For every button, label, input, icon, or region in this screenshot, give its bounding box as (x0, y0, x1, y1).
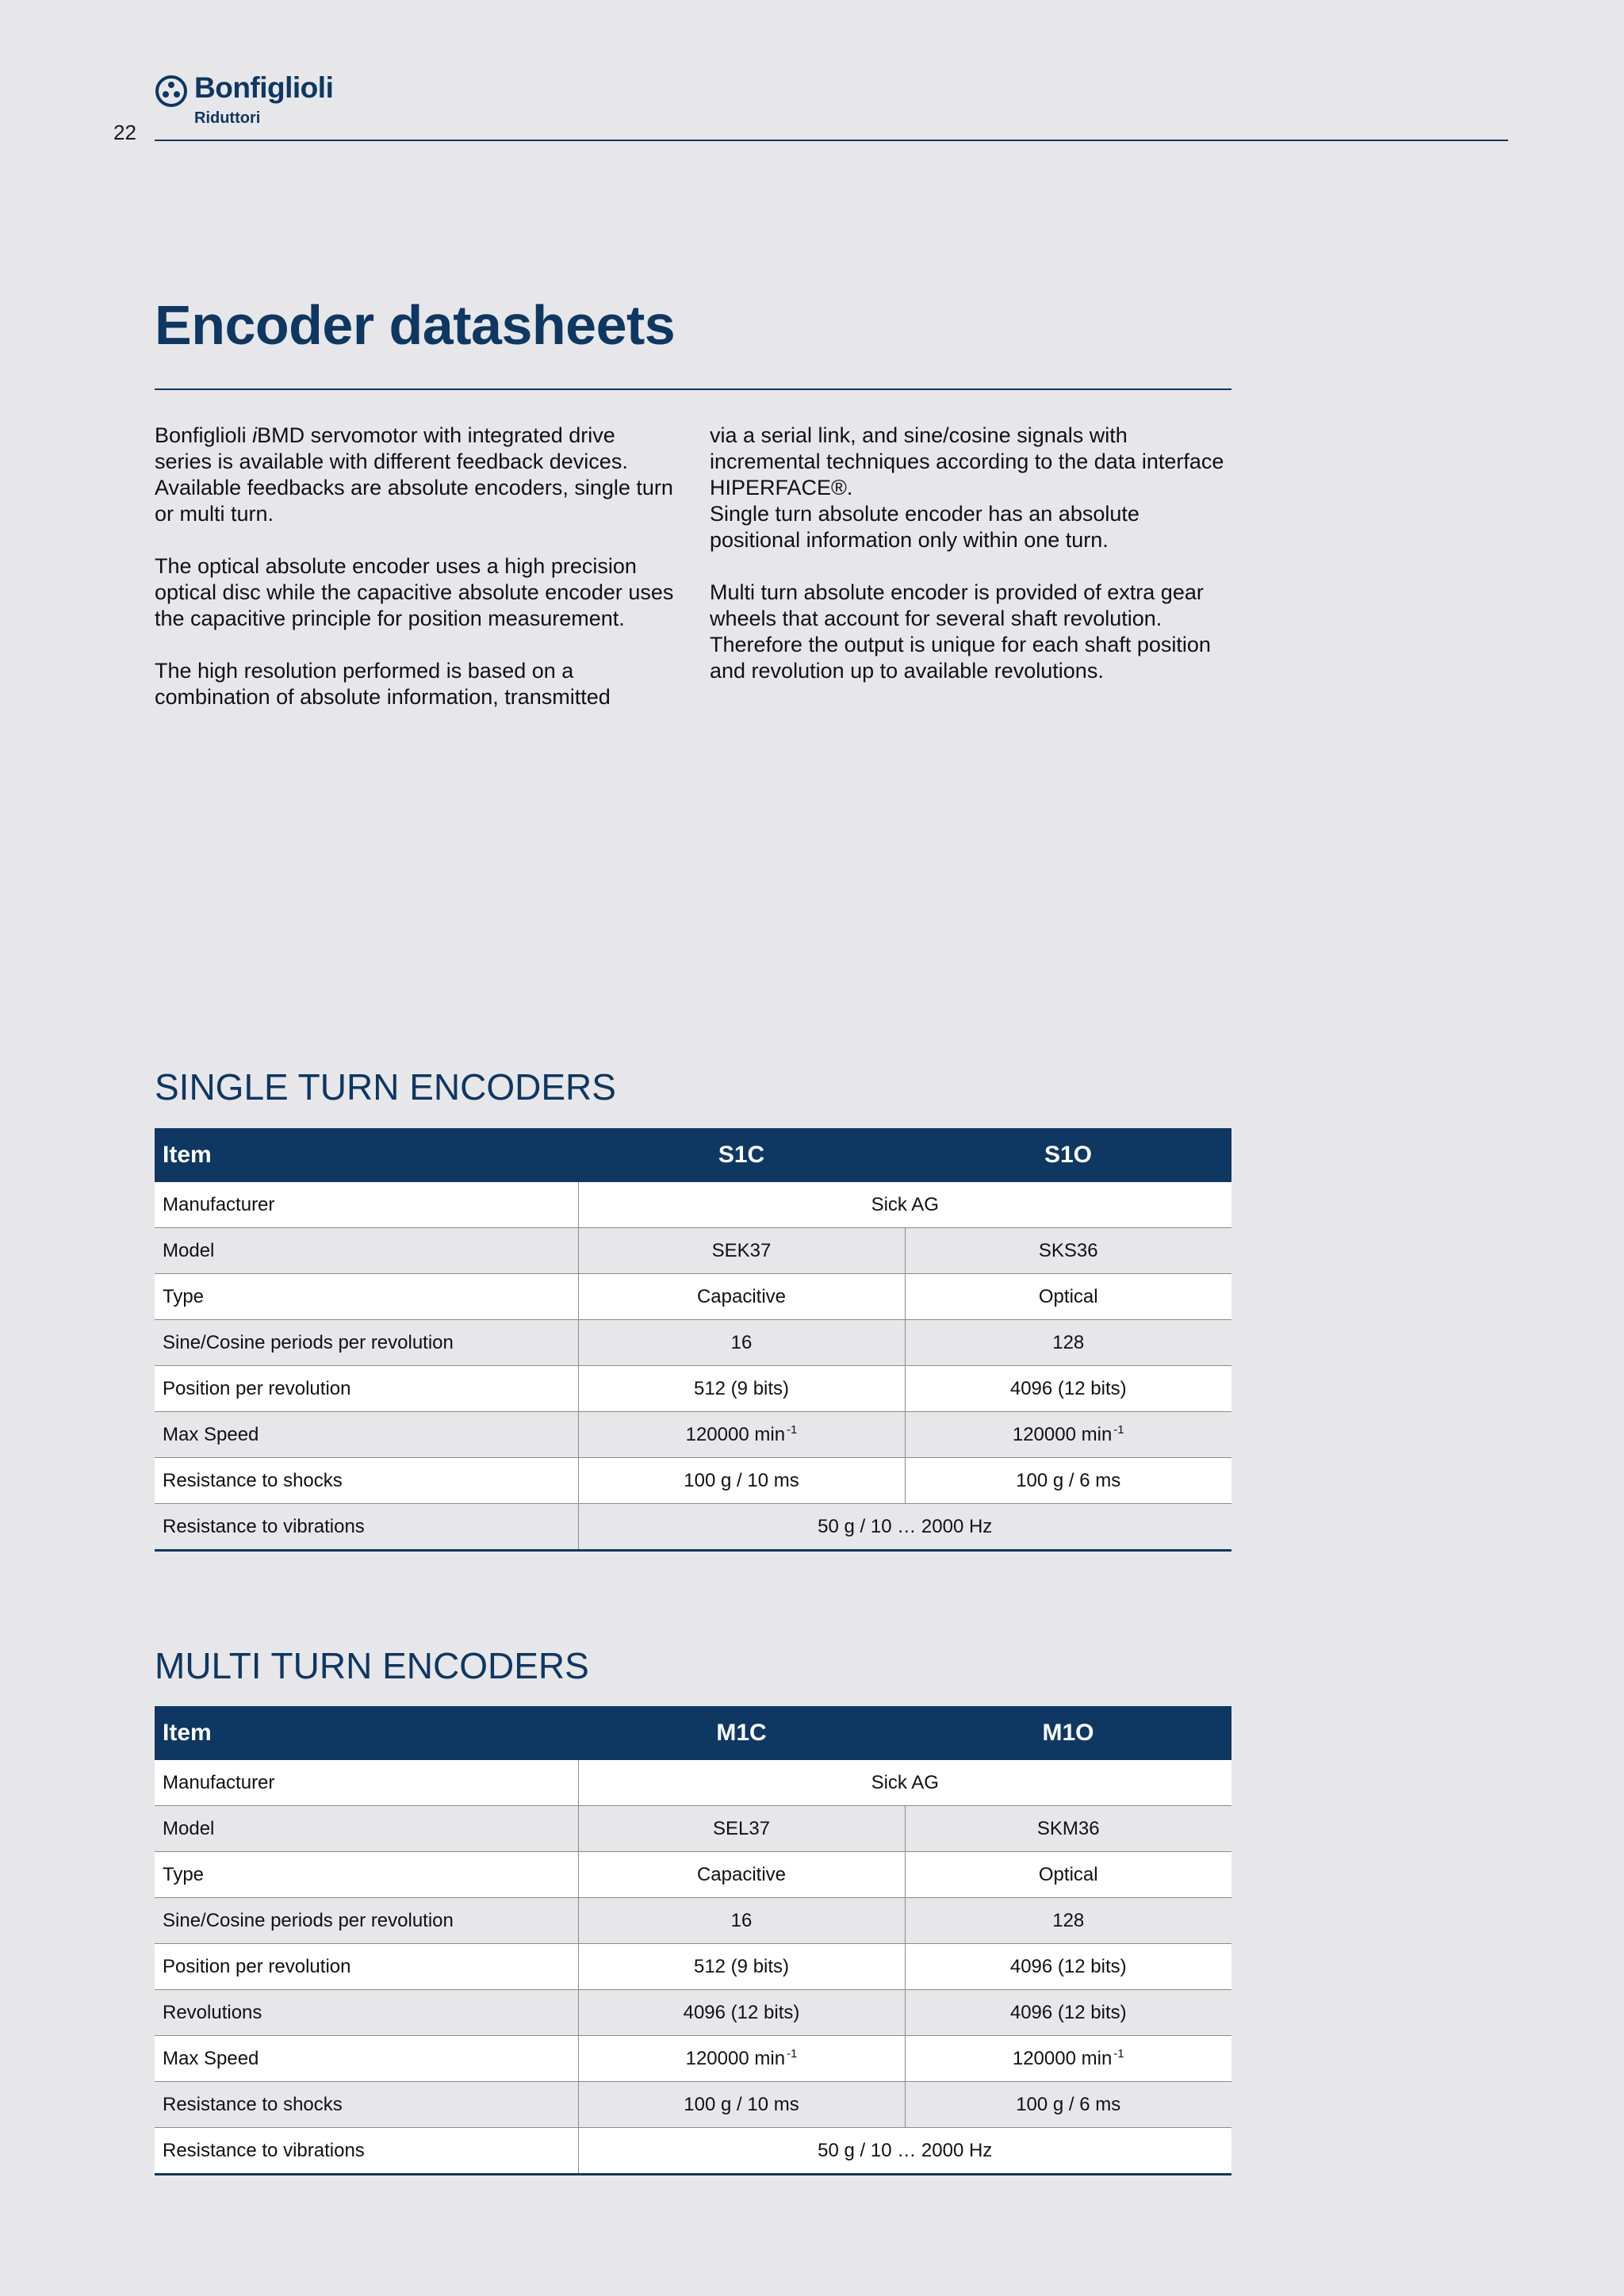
brand-name: Bonfiglioli (194, 71, 334, 104)
value-cell (578, 1806, 905, 1852)
value-cell (578, 1320, 905, 1366)
header-divider (155, 140, 1508, 141)
value-cell (578, 1412, 905, 1458)
value-text: 120000 min (1012, 1424, 1113, 1445)
row-label: Sine/Cosine periods per revolution (155, 1320, 578, 1366)
value-text: 100 g / 10 ms (684, 2093, 799, 2115)
value-text: 16 (730, 1331, 753, 1353)
row-label: Sine/Cosine periods per revolution (155, 1898, 578, 1944)
value-cell (905, 1990, 1231, 2036)
shared-value-cell: 50 g / 10 … 2000 Hz (578, 2128, 1231, 2175)
row-label: Manufacturer (155, 1760, 578, 1806)
row-label: Model (155, 1806, 578, 1852)
table-row (155, 1990, 1231, 2036)
shared-value-cell: 50 g / 10 … 2000 Hz (578, 1504, 1231, 1551)
intro-right-column (710, 423, 1233, 710)
table-row (155, 2082, 1231, 2128)
table-row (155, 1852, 1231, 1898)
table-row (155, 1504, 1231, 1551)
value-text: SEL37 (712, 1817, 771, 1839)
column-header-model: S1O (905, 1128, 1231, 1182)
row-label: Resistance to vibrations (155, 1504, 578, 1551)
table-row (155, 2036, 1231, 2082)
column-header-item: Item (155, 1128, 578, 1182)
row-label: Revolutions (155, 1990, 578, 2036)
multi-turn-table (155, 1706, 1231, 2175)
table-row (155, 1944, 1231, 1990)
value-text: SKM36 (1036, 1817, 1100, 1839)
shared-value-cell: Sick AG (578, 1182, 1231, 1228)
value-text: 4096 (12 bits) (683, 2001, 800, 2023)
single-turn-table (155, 1128, 1231, 1552)
value-text: Optical (1038, 1285, 1098, 1307)
value-cell (578, 1274, 905, 1320)
value-cell (905, 1228, 1231, 1274)
multi-turn-title: MULTI TURN ENCODERS (155, 1645, 589, 1686)
value-text: 4096 (12 bits) (1009, 1377, 1127, 1399)
value-text: Capacitive (696, 1863, 787, 1885)
value-text: 100 g / 10 ms (684, 1469, 799, 1491)
value-text: 120000 min (1012, 2048, 1113, 2069)
value-cell (905, 1806, 1231, 1852)
table-row (155, 2128, 1231, 2175)
value-cell (578, 1898, 905, 1944)
table-row (155, 1806, 1231, 1852)
unit-exponent: -1 (787, 1423, 798, 1437)
column-header-model: S1C (578, 1128, 905, 1182)
page-title: Encoder datasheets (155, 294, 676, 356)
value-cell (578, 1944, 905, 1990)
page-number: 22 (113, 121, 136, 144)
value-text: 100 g / 6 ms (1016, 1469, 1121, 1491)
value-cell (905, 1944, 1231, 1990)
intro-paragraph: Bonfiglioli iBMD servomotor with integrated drive series is available with different feedback devices. Available feedbacks are absolute encoders, single turn or multi turn. (155, 423, 673, 526)
brand-subtitle: Riduttori (194, 109, 261, 127)
value-text: SKS36 (1038, 1239, 1098, 1261)
bonfiglioli-logo-icon (155, 75, 188, 108)
value-cell (905, 1320, 1231, 1366)
value-text: Optical (1038, 1863, 1098, 1885)
value-text: 128 (1052, 1331, 1085, 1353)
value-text: 4096 (12 bits) (1009, 2001, 1127, 2023)
table-row (155, 1412, 1231, 1458)
row-label: Manufacturer (155, 1182, 578, 1228)
column-header-item: Item (155, 1706, 578, 1760)
value-text: Capacitive (696, 1285, 787, 1307)
value-text: 512 (9 bits) (693, 1955, 790, 1977)
intro-left-column (155, 423, 678, 737)
table-row (155, 1274, 1231, 1320)
value-text: 100 g / 6 ms (1016, 2093, 1121, 2115)
value-cell (905, 2036, 1231, 2082)
row-label: Resistance to vibrations (155, 2128, 578, 2175)
column-header-model: M1O (905, 1706, 1231, 1760)
value-text: 128 (1052, 1909, 1085, 1931)
value-cell (905, 1898, 1231, 1944)
table-row (155, 1760, 1231, 1806)
value-text: 120000 min (685, 2048, 786, 2069)
value-cell (905, 2082, 1231, 2128)
value-cell (905, 1274, 1231, 1320)
intro-paragraph: Single turn absolute encoder has an absolute positional information only within one turn. (710, 502, 1139, 552)
value-cell (578, 1228, 905, 1274)
row-label: Model (155, 1228, 578, 1274)
row-label: Type (155, 1274, 578, 1320)
single-turn-title: SINGLE TURN ENCODERS (155, 1066, 616, 1108)
intro-paragraph: via a serial link, and sine/cosine signals with incremental techniques according to the data interface HIPERFACE®. (710, 423, 1224, 499)
unit-exponent: -1 (1113, 1423, 1124, 1437)
row-label: Position per revolution (155, 1366, 578, 1412)
row-label: Type (155, 1852, 578, 1898)
table-row (155, 1228, 1231, 1274)
table-row (155, 1366, 1231, 1412)
table-header-row (155, 1128, 1231, 1182)
value-cell (578, 1366, 905, 1412)
shared-value-cell: Sick AG (578, 1760, 1231, 1806)
table-row (155, 1898, 1231, 1944)
value-cell (905, 1412, 1231, 1458)
value-cell (578, 1852, 905, 1898)
table-header-row (155, 1706, 1231, 1760)
value-cell (578, 1990, 905, 2036)
row-label: Position per revolution (155, 1944, 578, 1990)
intro-paragraph: The optical absolute encoder uses a high precision optical disc while the capacitive absolute encoder uses the capacitive principle for position measurement. (155, 554, 674, 630)
value-cell (905, 1852, 1231, 1898)
value-text: SEK37 (711, 1239, 772, 1261)
value-cell (905, 1458, 1231, 1504)
value-text: 512 (9 bits) (693, 1377, 790, 1399)
row-label: Max Speed (155, 2036, 578, 2082)
table-row (155, 1320, 1231, 1366)
unit-exponent: -1 (1113, 2047, 1124, 2061)
row-label: Resistance to shocks (155, 1458, 578, 1504)
table-row (155, 1458, 1231, 1504)
value-text: 120000 min (685, 1424, 786, 1445)
value-cell (905, 1366, 1231, 1412)
table-row (155, 1182, 1231, 1228)
value-cell (578, 2036, 905, 2082)
unit-exponent: -1 (787, 2047, 798, 2061)
title-divider (155, 388, 1231, 390)
row-label: Resistance to shocks (155, 2082, 578, 2128)
column-header-model: M1C (578, 1706, 905, 1760)
intro-paragraph: Multi turn absolute encoder is provided of extra gear wheels that account for several shaft revolution. Therefore the output is unique for each shaft position and revolution up to available revolutions. (710, 580, 1211, 683)
value-text: 4096 (12 bits) (1009, 1955, 1127, 1977)
value-cell (578, 2082, 905, 2128)
value-text: 16 (730, 1909, 753, 1931)
intro-paragraph: The high resolution performed is based on a combination of absolute information, transmitted (155, 659, 611, 709)
row-label: Max Speed (155, 1412, 578, 1458)
value-cell (578, 1458, 905, 1504)
